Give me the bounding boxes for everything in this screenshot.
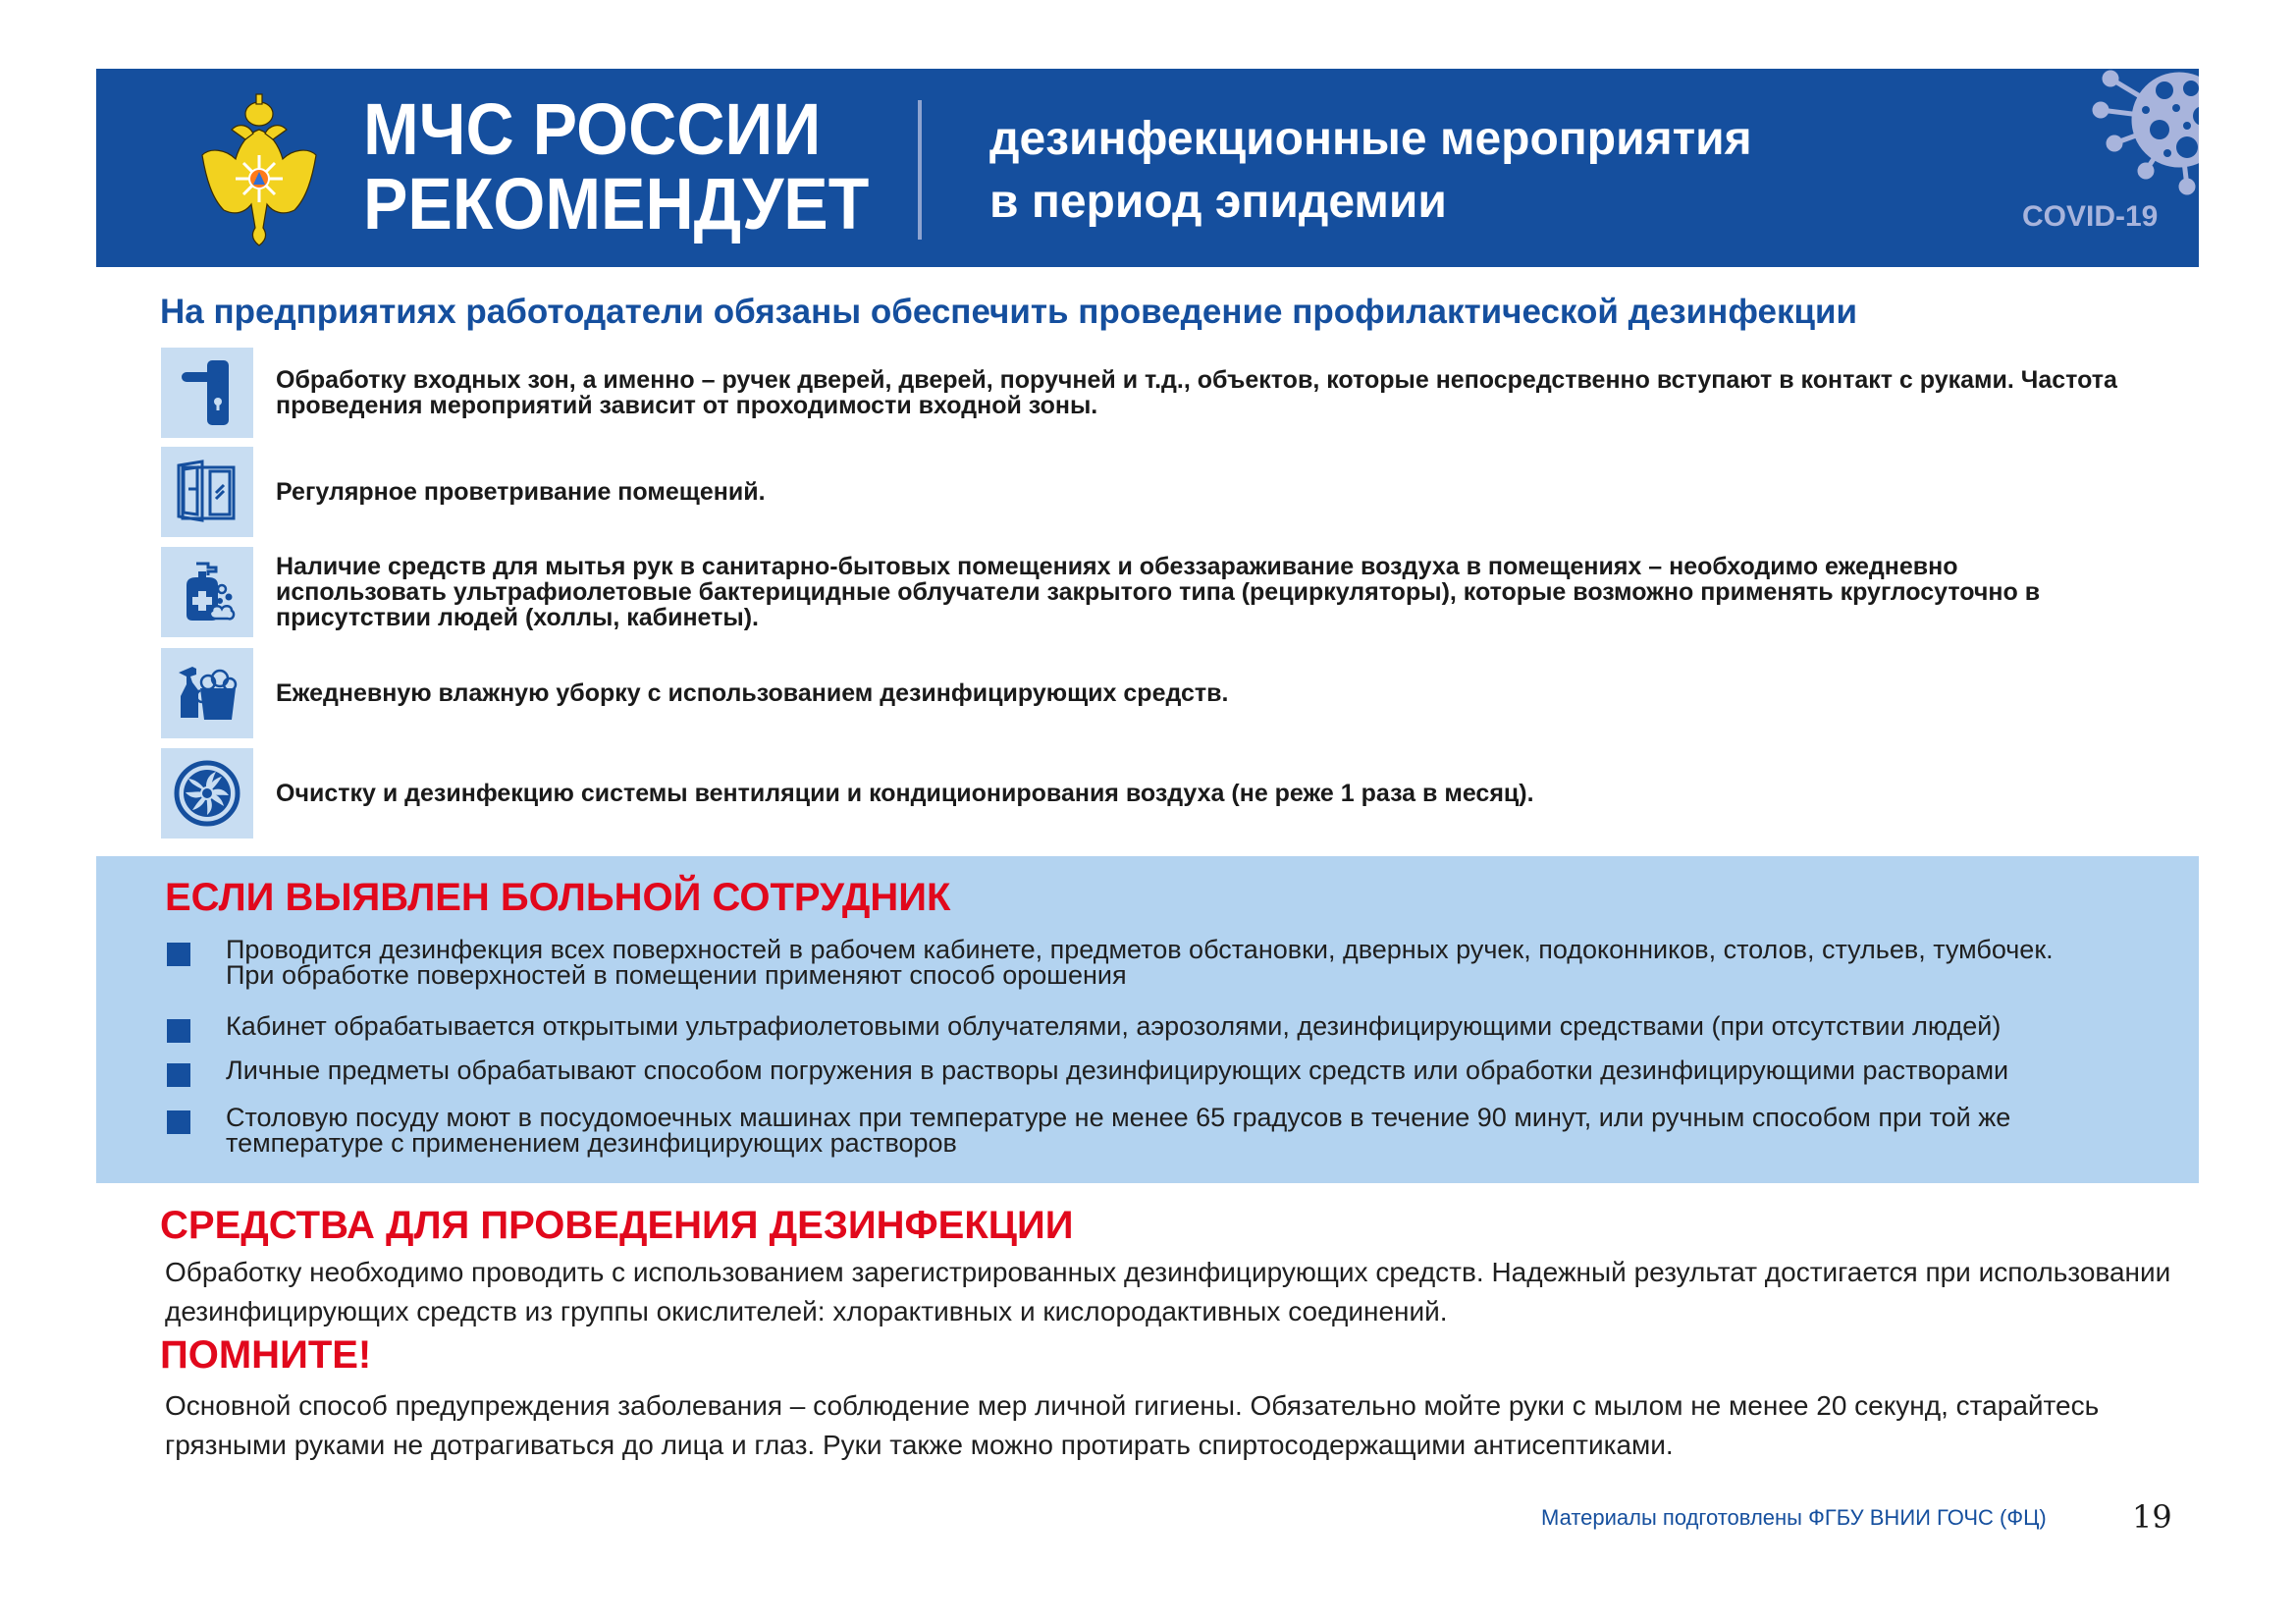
measure-text: Очистку и дезинфекцию системы вентиляции и кондиционирования воздуха (не реже 1 раза в месяц). [276, 780, 1534, 807]
virus-icon [2081, 69, 2199, 198]
sick-employee-title: ЕСЛИ ВЫЯВЛЕН БОЛЬНОЙ СОТРУДНИК [165, 876, 951, 919]
subtitle-line-1: дезинфекционные мероприятия [989, 113, 1752, 165]
brand-line-2: РЕКОМЕНДУЕТ [363, 163, 870, 244]
measure-item [161, 648, 2124, 738]
bullet-text: Кабинет обрабатывается открытыми ультрафиолетовыми облучателями, аэрозолями, дезинфицирующими средствами (при отсутствии людей) [226, 1011, 2002, 1041]
measure-text: Регулярное проветривание помещений. [276, 478, 766, 506]
measure-item [161, 447, 2124, 537]
bullet-text: Проводится дезинфекция всех поверхностей в рабочем кабинете, предметов обстановки, дверных ручек, подоконников, столов, стульев, тумбочек. При обработке поверхностей в помещении применяют способ орошения [226, 935, 2054, 990]
measure-item [161, 348, 2124, 438]
icon-box [161, 748, 253, 839]
sick-employee-panel [96, 856, 2199, 1183]
bullet-square-icon [167, 1110, 190, 1134]
bullet-text: Личные предметы обрабатывают способом погружения в растворы дезинфицирующих средств или обработки дезинфицирующими растворами [226, 1056, 2009, 1085]
measure-text: Наличие средств для мытья рук в санитарно-бытовых помещениях и обеззараживание воздуха в помещениях – необходимо ежедневно использовать ультрафиолетовые бактерицидные облучатели закрытого типа (рециркуляторы), которые возможно применять круглосуточно в присутствии людей (холлы, кабинеты). [276, 553, 2041, 631]
cleaning-bucket-icon [175, 661, 240, 726]
measure-item [161, 748, 2124, 839]
icon-box [161, 648, 253, 738]
window-icon [175, 460, 240, 524]
measure-item [161, 547, 2124, 637]
bullet-square-icon [167, 1063, 190, 1087]
covid-badge: COVID-19 [2022, 200, 2159, 233]
bullet-text: Столовую посуду моют в посудомоечных машинах при температуре не менее 65 градусов в течение 90 минут, или ручным способом при той же температуре с применением дезинфицирующих растворов [226, 1103, 2011, 1158]
bullet-square-icon [167, 943, 190, 966]
ventilation-fan-icon [173, 759, 241, 828]
page-number: 19 [2132, 1498, 2172, 1536]
icon-box [161, 447, 253, 537]
brand-line-1: МЧС РОССИИ [363, 88, 822, 170]
header-subtitle [989, 108, 1752, 234]
door-handle-icon [178, 358, 237, 427]
header-banner [96, 69, 2199, 267]
means-text: Обработку необходимо проводить с использованием зарегистрированных дезинфицирующих средств. Надежный результат достигается при использовании дезинфицирующих средств из группы окислителей: хлорактивных и кислородактивных соединений. [165, 1257, 2171, 1326]
means-title: СРЕДСТВА ДЛЯ ПРОВЕДЕНИЯ ДЕЗИНФЕКЦИИ [160, 1204, 1074, 1247]
icon-box [161, 348, 253, 438]
footer-credit: Материалы подготовлены ФГБУ ВНИИ ГОЧС (ФЦ) [1541, 1505, 2047, 1530]
employer-section-title: На предприятиях работодатели обязаны обеспечить проведение профилактической дезинфекции [160, 293, 1858, 331]
remember-title: ПОМНИТЕ! [160, 1333, 372, 1377]
bullet-square-icon [167, 1019, 190, 1043]
header-divider [918, 100, 922, 240]
measure-text: Ежедневную влажную уборку с использованием дезинфицирующих средств. [276, 679, 1229, 707]
hand-soap-icon [175, 560, 240, 624]
brand-title [363, 88, 870, 244]
measure-text: Обработку входных зон, а именно – ручек дверей, дверей, поручней и т.д., объектов, которые непосредственно вступают в контакт с руками. Частота проведения мероприятий зависит от проходимости входной зоны. [276, 366, 2117, 419]
emercom-emblem-icon [196, 90, 322, 247]
icon-box [161, 547, 253, 637]
subtitle-line-2: в период эпидемии [989, 176, 1447, 228]
remember-text: Основной способ предупреждения заболевания – соблюдение мер личной гигиены. Обязательно мойте руки с мылом не менее 20 секунд, старайтесь грязными руками не дотрагиваться до лица и глаз. Руки также можно протирать спиртосодержащими антисептиками. [165, 1390, 2100, 1460]
